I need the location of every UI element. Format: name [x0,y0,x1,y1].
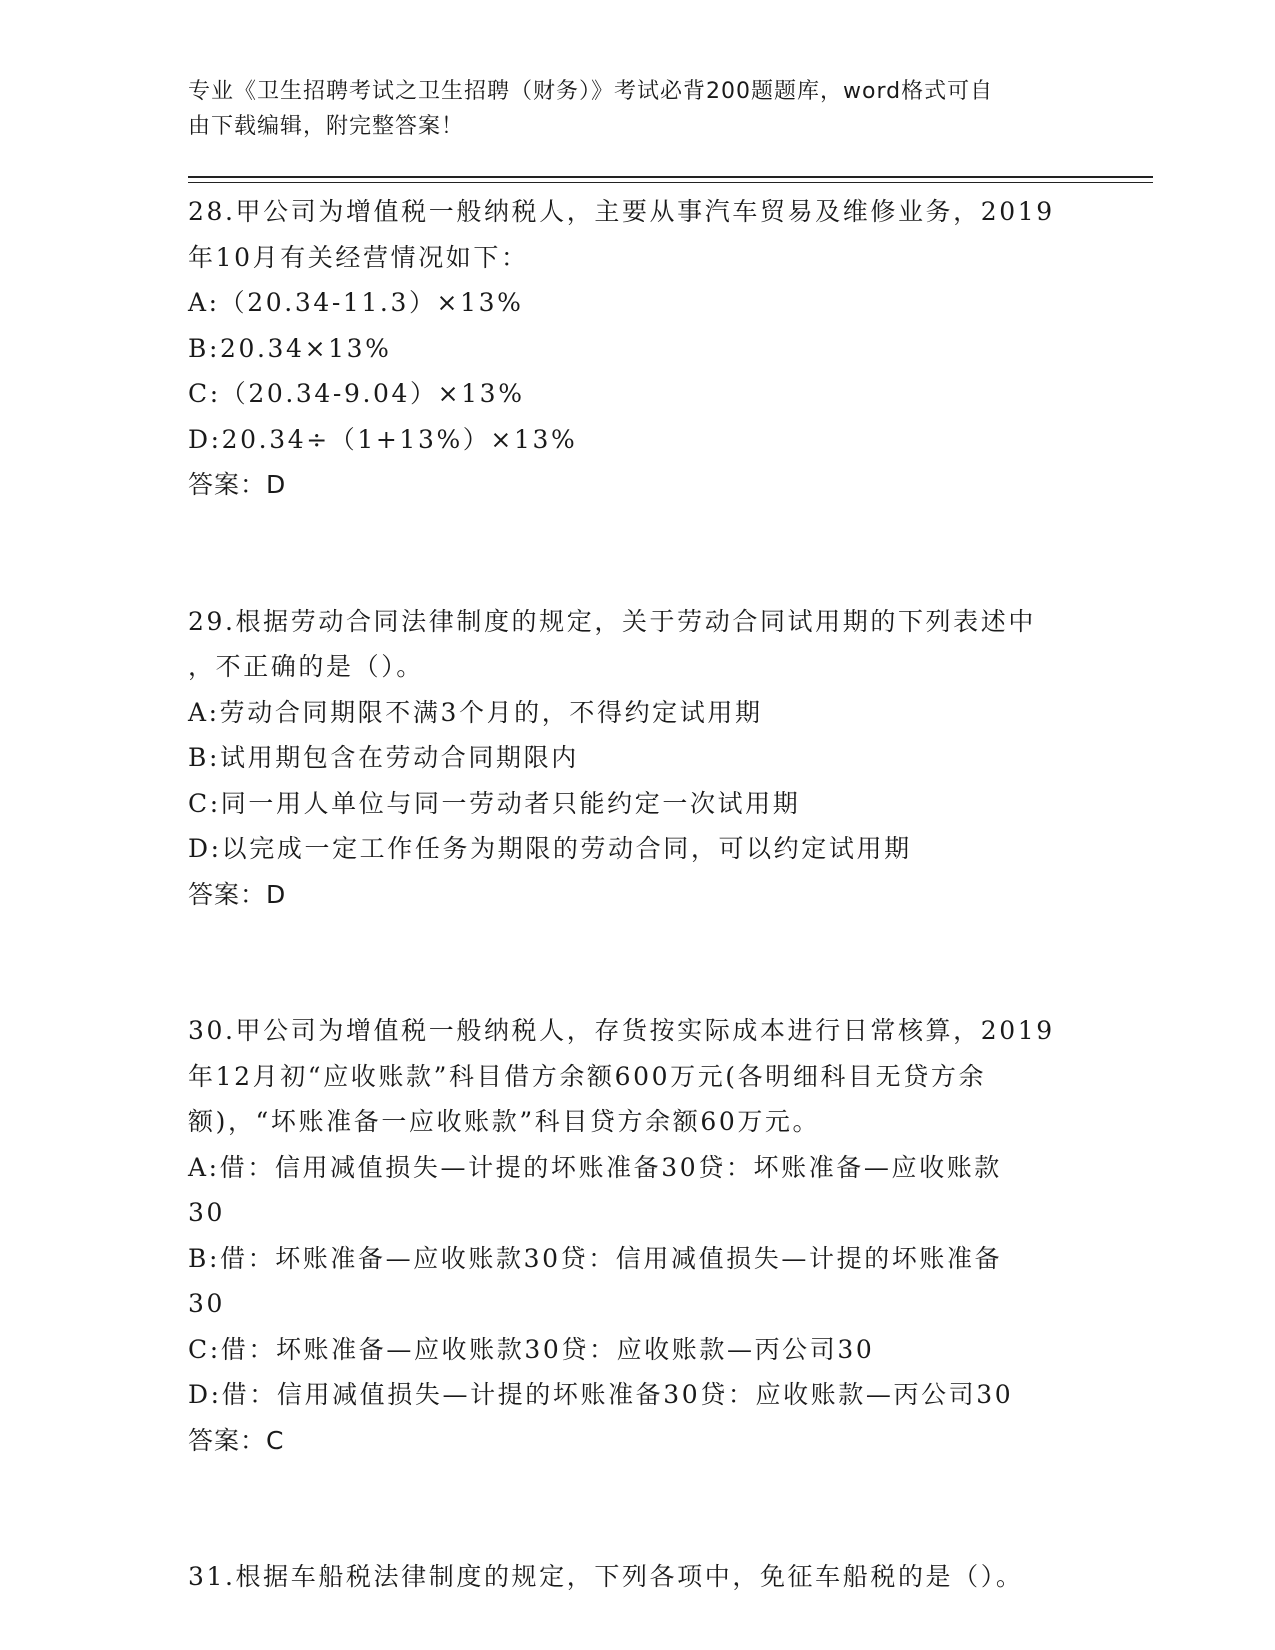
option-a: A:劳动合同期限不满3个月的，不得约定试用期 [188,697,763,727]
answer-label: 答案：D [188,470,287,499]
option-c: C:同一用人单位与同一劳动者只能约定一次试用期 [188,788,801,818]
question-block [188,599,1088,918]
option-b: B:借：坏账准备—应收账款30贷：信用减值损失—计提的坏账准备 [188,1243,1003,1273]
option-a-continued: 30 [188,1198,226,1227]
option-a: A:借：信用减值损失—计提的坏账准备30贷：坏账准备—应收账款 [188,1152,1002,1182]
question-block [188,1008,1088,1463]
option-b: B:试用期包含在劳动合同期限内 [188,743,579,772]
option-c: C:（20.34-9.04）×13% [188,379,525,408]
option-d: D:20.34÷（1+13%）×13% [188,424,578,454]
option-d: D:借：信用减值损失—计提的坏账准备30贷：应收账款—丙公司30 [188,1380,1014,1409]
question-list [188,189,1088,1600]
question-block [188,189,1088,508]
option-d: D:以完成一定工作任务为期限的劳动合同，可以约定试用期 [188,834,912,863]
header-divider-thin [188,182,1153,183]
option-b-continued: 30 [188,1289,226,1318]
question-text: ，不正确的是（）。 [188,652,424,681]
question-text: 29.根据劳动合同法律制度的规定，关于劳动合同试用期的下列表述中 [188,606,1036,636]
header-line-1: 专业《卫生招聘考试之卫生招聘（财务）》考试必背200题题库，word格式可自 [188,79,994,104]
answer-label: 答案：D [188,879,287,909]
document-header [188,74,1068,144]
answer-label: 答案：C [188,1425,285,1455]
option-a: A:（20.34-11.3）×13% [188,288,524,317]
header-divider-thick [188,176,1153,178]
question-block [188,1554,1088,1600]
question-text: 28.甲公司为增值税一般纳税人，主要从事汽车贸易及维修业务，2019 [188,197,1055,226]
question-text: 31.根据车船税法律制度的规定，下列各项中，免征车船税的是（）。 [188,1562,1024,1591]
header-line-2: 由下载编辑，附完整答案！ [188,114,465,139]
question-text: 年10月有关经营情况如下： [188,242,529,272]
question-text: 年12月初“应收账款”科目借方余额600万元(各明细科目无贷方余 [188,1061,987,1091]
question-text: 30.甲公司为增值税一般纳税人，存货按实际成本进行日常核算，2019 [188,1016,1055,1045]
option-b: B:20.34×13% [188,333,392,363]
option-c: C:借：坏账准备—应收账款30贷：应收账款—丙公司30 [188,1334,875,1364]
question-text: 额)，“坏账准备一应收账款”科目贷方余额60万元。 [188,1107,821,1136]
